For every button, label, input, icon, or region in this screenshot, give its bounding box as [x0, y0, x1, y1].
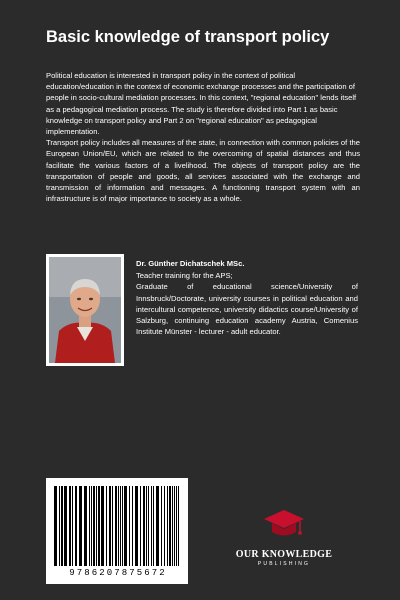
barcode-bar — [167, 486, 168, 566]
author-name: Dr. Günther Dichatschek MSc. — [136, 259, 245, 268]
barcode-bar — [153, 486, 154, 566]
barcode-bar — [106, 486, 107, 566]
author-portrait — [49, 257, 121, 363]
barcode-bar — [69, 486, 71, 566]
author-info — [136, 258, 358, 337]
barcode-bar — [135, 486, 138, 566]
blurb-paragraph-2: Transport policy includes all measures of the state, in connection with common policies of the European Union/EU, which are related to the overcoming of spatial distances and thus facilitate the various factors of a livelihood. The objects of transport policy are the transportation of people and goods, all services associated with the exchange and transmission of information and messages. A functioning transport system with an infrastructure is of major importance to society as a whole. — [46, 138, 360, 204]
graduation-cap-icon — [262, 508, 306, 542]
barcode-bar — [148, 486, 149, 566]
barcode-bar — [122, 486, 123, 566]
barcode-digits: 9786207875672 — [69, 568, 167, 578]
barcode-bar — [176, 486, 177, 566]
barcode-bar — [59, 486, 60, 566]
barcode-bar — [161, 486, 162, 566]
barcode-bar — [109, 486, 111, 566]
barcode-bar — [93, 486, 95, 566]
barcode-bar — [115, 486, 117, 566]
barcode-bar — [61, 486, 63, 566]
blurb-paragraph-1: Political education is interested in transport policy in the context of political education/education in the context of economic exchange processes and the participation of people in socio-cultural mediation processes. In this context, "regional education" lends itself as a pedagogical mediation process. The study is therefore divided into Part 1 as basic knowledge on transport policy and Part 2 on "regional education" as pedagogical implementation. — [46, 71, 357, 137]
barcode-bar — [72, 486, 73, 566]
barcode-bar — [84, 486, 87, 566]
barcode-bar — [54, 486, 57, 566]
barcode-bar — [151, 486, 152, 566]
publisher-logo — [234, 508, 334, 567]
barcode-bar — [96, 486, 97, 566]
barcode-bar — [91, 486, 92, 566]
portrait-illustration — [49, 257, 121, 363]
barcode-bar — [172, 486, 173, 566]
author-bio: Graduate of educational science/University of Innsbruck/Doctorate, university courses in political education and intercultural competence, university didactics course/University of Salzburg, continuing education academy Austria, Comenius Institute Münster - lecturer - adult educator. — [136, 282, 358, 337]
book-title: Basic knowledge of transport policy — [46, 28, 330, 46]
barcode-bar — [89, 486, 90, 566]
barcode-bar — [79, 486, 82, 566]
barcode-bar — [124, 486, 127, 566]
barcode-bar — [101, 486, 104, 566]
barcode-bar — [143, 486, 145, 566]
barcode-bar — [174, 486, 175, 566]
barcode-bar — [140, 486, 141, 566]
barcode-bar — [129, 486, 130, 566]
author-photo — [46, 254, 124, 366]
barcode-bars — [46, 478, 188, 568]
barcode-bar — [75, 486, 77, 566]
barcode-bar — [169, 486, 171, 566]
barcode-bar — [156, 486, 159, 566]
author-credential: Teacher training for the APS; — [136, 271, 233, 281]
barcode — [46, 478, 188, 584]
barcode-bar — [132, 486, 133, 566]
publisher-name: OUR KNOWLEDGE — [235, 549, 333, 560]
barcode-bar — [112, 486, 113, 566]
barcode-bar — [120, 486, 121, 566]
publisher-subtitle: PUBLISHING — [257, 561, 311, 567]
barcode-bar — [164, 486, 165, 566]
blurb — [46, 70, 360, 204]
barcode-bar — [118, 486, 119, 566]
barcode-bar — [64, 486, 67, 566]
barcode-bar — [98, 486, 100, 566]
barcode-bar — [178, 486, 179, 566]
barcode-bar — [146, 486, 147, 566]
